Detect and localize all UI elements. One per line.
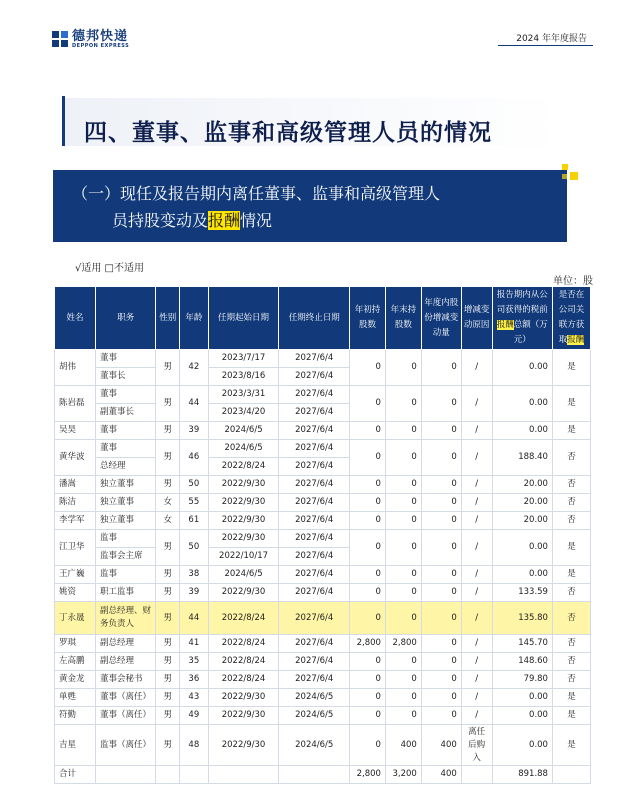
- cell-start-date: 2024/6/5: [208, 422, 279, 440]
- section-title-line1: （一）现任及报告期内离任董事、监事和高级管理人: [72, 184, 441, 203]
- decor-square-icon: [562, 174, 567, 179]
- cell-gender: 男: [156, 671, 180, 689]
- header-highlight: 报酬: [496, 320, 514, 330]
- cell-begin-shares: 0: [350, 530, 386, 566]
- table-row: [55, 512, 591, 530]
- cell-position: 总经理: [95, 458, 155, 476]
- cell-start-date: 2024/6/5: [208, 566, 279, 584]
- logo-en-text: DEPPON EXPRESS: [72, 42, 130, 49]
- col-header-position: 职务: [95, 287, 155, 350]
- cell-end-shares: 400: [385, 725, 421, 766]
- col-header-pay: [492, 287, 552, 350]
- cell-begin-shares: 0: [350, 512, 386, 530]
- cell-position: 董事会秘书: [95, 671, 155, 689]
- cell-change: 0: [421, 653, 461, 671]
- header-text: 报告期内从公司获得的税前: [496, 290, 548, 315]
- cell-gender: 男: [156, 653, 180, 671]
- cell-pay: 133.59: [492, 584, 552, 602]
- cell-begin-shares: 0: [350, 671, 386, 689]
- cell-age: 44: [180, 386, 209, 422]
- cell-name: 潘嵩: [55, 476, 96, 494]
- cell-change: 400: [421, 725, 461, 766]
- cell-end-date: 2027/6/4: [279, 602, 350, 635]
- cell-position: 董事: [95, 386, 155, 404]
- cell-change: 0: [421, 707, 461, 725]
- cell-name: 陈洁: [55, 494, 96, 512]
- cell-start-date: 2023/8/16: [208, 368, 279, 386]
- cell-age: 50: [180, 476, 209, 494]
- cell-gender: 男: [156, 635, 180, 653]
- cell-begin-shares: 0: [350, 707, 386, 725]
- cell-name: 吉星: [55, 725, 96, 766]
- section-title-part: 员持股变动及: [112, 211, 209, 230]
- cell-empty: [552, 766, 590, 784]
- col-header-change: 年度内股份增减变动量: [421, 287, 461, 350]
- cell-begin-shares: 0: [350, 602, 386, 635]
- cell-begin-shares: 0: [350, 476, 386, 494]
- cell-end-shares: 0: [385, 530, 421, 566]
- cell-age: 46: [180, 440, 209, 476]
- cell-end-date: 2027/6/4: [279, 584, 350, 602]
- cell-end-date: 2027/6/4: [279, 368, 350, 386]
- cell-gender: 男: [156, 386, 180, 422]
- section-title-highlight: 报酬: [208, 211, 241, 230]
- cell-total-label: 合计: [55, 766, 96, 784]
- cell-end-date: 2027/6/4: [279, 635, 350, 653]
- cell-position: 副总经理: [95, 653, 155, 671]
- cell-name: 李学军: [55, 512, 96, 530]
- cell-end-date: 2027/6/4: [279, 476, 350, 494]
- cell-change: 0: [421, 350, 461, 386]
- cell-pay: 0.00: [492, 350, 552, 386]
- cell-end-shares: 0: [385, 494, 421, 512]
- company-logo: [52, 28, 129, 50]
- cell-reason: /: [461, 440, 492, 476]
- cell-end-date: 2027/6/4: [279, 422, 350, 440]
- cell-related: 是: [552, 386, 590, 422]
- cell-start-date: 2022/9/30: [208, 494, 279, 512]
- cell-age: 38: [180, 566, 209, 584]
- cell-start-date: 2023/4/20: [208, 404, 279, 422]
- cell-end-shares: 0: [385, 584, 421, 602]
- cell-end-shares: 0: [385, 512, 421, 530]
- cell-change: 0: [421, 386, 461, 422]
- cell-empty: [180, 766, 209, 784]
- cell-position: 职工监事: [95, 584, 155, 602]
- table-row: [55, 422, 591, 440]
- cell-begin-shares: 0: [350, 653, 386, 671]
- chapter-title: 四、董事、监事和高级管理人员的情况: [84, 120, 492, 146]
- cell-gender: 男: [156, 602, 180, 635]
- cell-end-date: 2027/6/4: [279, 566, 350, 584]
- chapter-accent-bar: [62, 96, 65, 146]
- cell-related: 否: [552, 584, 590, 602]
- cell-related: 否: [552, 653, 590, 671]
- cell-gender: 男: [156, 689, 180, 707]
- cell-age: 61: [180, 512, 209, 530]
- cell-start-date: 2022/9/30: [208, 512, 279, 530]
- cell-gender: 男: [156, 350, 180, 386]
- cell-position: 董事长: [95, 368, 155, 386]
- cell-change: 0: [421, 494, 461, 512]
- cell-end-shares: 0: [385, 602, 421, 635]
- cell-age: 41: [180, 635, 209, 653]
- cell-start-date: 2022/8/24: [208, 458, 279, 476]
- cell-change: 0: [421, 566, 461, 584]
- table-row: [55, 602, 591, 635]
- table-row: [55, 725, 591, 766]
- cell-related: 否: [552, 602, 590, 635]
- cell-pay: 0.00: [492, 530, 552, 566]
- cell-reason: /: [461, 671, 492, 689]
- cell-change: 0: [421, 602, 461, 635]
- cell-position: 董事: [95, 440, 155, 458]
- cell-start-date: 2024/6/5: [208, 440, 279, 458]
- cell-empty: [208, 766, 279, 784]
- table-row: [55, 566, 591, 584]
- cell-change: 0: [421, 440, 461, 476]
- cell-position: 监事: [95, 530, 155, 548]
- cell-name: 左高鹏: [55, 653, 96, 671]
- cell-end-shares: 0: [385, 653, 421, 671]
- cell-end-date: 2027/6/4: [279, 671, 350, 689]
- cell-name: 丁永晟: [55, 602, 96, 635]
- cell-start-date: 2022/9/30: [208, 476, 279, 494]
- cell-pay: 20.00: [492, 494, 552, 512]
- cell-gender: 男: [156, 707, 180, 725]
- cell-pay: 135.80: [492, 602, 552, 635]
- cell-end-shares: 0: [385, 671, 421, 689]
- col-header-related: [552, 287, 590, 350]
- cell-start-date: 2022/9/30: [208, 707, 279, 725]
- cell-end-date: 2027/6/4: [279, 404, 350, 422]
- cell-change: 0: [421, 584, 461, 602]
- cell-position: 副总经理、财务负责人: [95, 602, 155, 635]
- cell-change: 0: [421, 476, 461, 494]
- cell-change: 0: [421, 422, 461, 440]
- cell-begin-shares: 0: [350, 494, 386, 512]
- col-header-begin-shares: 年初持股数: [350, 287, 386, 350]
- cell-end-date: 2027/6/4: [279, 350, 350, 368]
- cell-position: 监事会主席: [95, 548, 155, 566]
- cell-end-shares: 0: [385, 707, 421, 725]
- cell-pay: 20.00: [492, 512, 552, 530]
- cell-name: 吴昊: [55, 422, 96, 440]
- cell-pay: 0.00: [492, 422, 552, 440]
- cell-age: 48: [180, 725, 209, 766]
- unit-label: 单位：股: [553, 276, 593, 287]
- cell-total-begin: 2,800: [350, 766, 386, 784]
- cell-change: 0: [421, 635, 461, 653]
- directors-shareholding-table: [54, 286, 591, 784]
- cell-related: 是: [552, 566, 590, 584]
- cell-change: 0: [421, 512, 461, 530]
- header-divider: [498, 45, 593, 46]
- cell-total-end: 3,200: [385, 766, 421, 784]
- cell-related: 是: [552, 689, 590, 707]
- cell-pay: 0.00: [492, 707, 552, 725]
- cell-pay: 20.00: [492, 476, 552, 494]
- cell-gender: 男: [156, 566, 180, 584]
- col-header-end-shares: 年末持股数: [385, 287, 421, 350]
- table-row: [55, 530, 591, 548]
- cell-total-pay: 891.88: [492, 766, 552, 784]
- cell-reason: /: [461, 476, 492, 494]
- cell-end-date: 2027/6/4: [279, 530, 350, 548]
- cell-pay: 0.00: [492, 566, 552, 584]
- cell-gender: 男: [156, 440, 180, 476]
- cell-related: 否: [552, 440, 590, 476]
- cell-start-date: 2022/8/24: [208, 602, 279, 635]
- cell-name: 单甦: [55, 689, 96, 707]
- cell-begin-shares: 0: [350, 689, 386, 707]
- cell-reason: /: [461, 494, 492, 512]
- cell-name: 王广巍: [55, 566, 96, 584]
- cell-related: 否: [552, 494, 590, 512]
- cell-reason: 离任后购入: [461, 725, 492, 766]
- cell-reason: /: [461, 707, 492, 725]
- cell-change: 0: [421, 530, 461, 566]
- cell-position: 副总经理: [95, 635, 155, 653]
- cell-name: 姚资: [55, 584, 96, 602]
- cell-age: 39: [180, 584, 209, 602]
- applicability-note: √适用 □不适用: [75, 263, 144, 274]
- col-header-age: 年龄: [180, 287, 209, 350]
- decor-square-icon: [562, 164, 568, 170]
- cell-begin-shares: 0: [350, 350, 386, 386]
- cell-name: 陈岩磊: [55, 386, 96, 422]
- cell-position: 独立董事: [95, 512, 155, 530]
- cell-start-date: 2022/9/30: [208, 584, 279, 602]
- cell-related: 否: [552, 512, 590, 530]
- cell-age: 39: [180, 422, 209, 440]
- cell-begin-shares: 0: [350, 566, 386, 584]
- header-highlight: 报酬: [567, 335, 585, 345]
- cell-position: 监事: [95, 566, 155, 584]
- cell-reason: /: [461, 512, 492, 530]
- cell-reason: /: [461, 635, 492, 653]
- header-text: 总额（万元）: [513, 320, 548, 345]
- table-row: [55, 707, 591, 725]
- cell-position: 董事（离任）: [95, 689, 155, 707]
- table-row: [55, 689, 591, 707]
- cell-name: 江卫华: [55, 530, 96, 566]
- cell-gender: 男: [156, 476, 180, 494]
- table-total-row: [55, 766, 591, 784]
- cell-end-shares: 0: [385, 440, 421, 476]
- cell-gender: 男: [156, 725, 180, 766]
- cell-position: 独立董事: [95, 494, 155, 512]
- cell-gender: 男: [156, 530, 180, 566]
- cell-reason: /: [461, 653, 492, 671]
- cell-pay: 148.60: [492, 653, 552, 671]
- section-title-line2: [72, 207, 542, 234]
- cell-reason: /: [461, 422, 492, 440]
- cell-reason: /: [461, 386, 492, 422]
- cell-gender: 男: [156, 584, 180, 602]
- cell-gender: 女: [156, 494, 180, 512]
- cell-age: 35: [180, 653, 209, 671]
- table-row: [55, 635, 591, 653]
- table-row: [55, 476, 591, 494]
- cell-start-date: 2022/8/24: [208, 635, 279, 653]
- decor-square-icon: [570, 172, 578, 180]
- cell-position: 独立董事: [95, 476, 155, 494]
- cell-end-shares: 0: [385, 689, 421, 707]
- col-header-end: 任期终止日期: [279, 287, 350, 350]
- cell-reason: /: [461, 602, 492, 635]
- cell-begin-shares: 2,800: [350, 635, 386, 653]
- cell-start-date: 2022/8/24: [208, 653, 279, 671]
- cell-pay: 188.40: [492, 440, 552, 476]
- cell-related: 否: [552, 635, 590, 653]
- cell-related: 是: [552, 707, 590, 725]
- cell-age: 50: [180, 530, 209, 566]
- cell-end-shares: 0: [385, 350, 421, 386]
- section-title: [72, 180, 542, 234]
- cell-end-date: 2027/6/4: [279, 386, 350, 404]
- cell-start-date: 2022/8/24: [208, 671, 279, 689]
- cell-end-date: 2024/6/5: [279, 689, 350, 707]
- cell-name: 黄华波: [55, 440, 96, 476]
- cell-related: 是: [552, 422, 590, 440]
- cell-begin-shares: 0: [350, 422, 386, 440]
- cell-related: 否: [552, 671, 590, 689]
- logo-mark-icon: [52, 31, 68, 47]
- cell-pay: 0.00: [492, 725, 552, 766]
- cell-related: 是: [552, 350, 590, 386]
- cell-change: 0: [421, 689, 461, 707]
- cell-start-date: 2022/10/17: [208, 548, 279, 566]
- cell-name: 罗琪: [55, 635, 96, 653]
- cell-start-date: 2023/3/31: [208, 386, 279, 404]
- table-row: [55, 653, 591, 671]
- cell-empty: [95, 766, 155, 784]
- cell-gender: 女: [156, 512, 180, 530]
- cell-begin-shares: 0: [350, 386, 386, 422]
- cell-age: 42: [180, 350, 209, 386]
- cell-age: 44: [180, 602, 209, 635]
- col-header-gender: 性别: [156, 287, 180, 350]
- cell-empty: [156, 766, 180, 784]
- cell-related: 否: [552, 476, 590, 494]
- cell-end-date: 2027/6/4: [279, 653, 350, 671]
- cell-end-shares: 2,800: [385, 635, 421, 653]
- table-row: [55, 386, 591, 404]
- cell-reason: /: [461, 566, 492, 584]
- cell-start-date: 2022/9/30: [208, 725, 279, 766]
- table-row: [55, 494, 591, 512]
- cell-end-shares: 0: [385, 476, 421, 494]
- cell-age: 36: [180, 671, 209, 689]
- col-header-name: 姓名: [55, 287, 96, 350]
- header-text: 是否在公司关联方获取: [558, 290, 585, 345]
- cell-position: 监事（离任）: [95, 725, 155, 766]
- cell-end-date: 2024/6/5: [279, 725, 350, 766]
- cell-reason: /: [461, 530, 492, 566]
- cell-position: 董事: [95, 350, 155, 368]
- table-row: [55, 671, 591, 689]
- cell-start-date: 2022/9/30: [208, 530, 279, 548]
- cell-pay: 0.00: [492, 689, 552, 707]
- cell-position: 董事: [95, 422, 155, 440]
- cell-name: 黄金龙: [55, 671, 96, 689]
- table-row: [55, 584, 591, 602]
- cell-age: 43: [180, 689, 209, 707]
- col-header-reason: 增减变动原因: [461, 287, 492, 350]
- section-title-part: 情况: [240, 211, 273, 230]
- cell-age: 55: [180, 494, 209, 512]
- cell-change: 0: [421, 671, 461, 689]
- cell-empty: [461, 766, 492, 784]
- table-row: [55, 350, 591, 368]
- cell-start-date: 2022/9/30: [208, 689, 279, 707]
- table-header-row: [55, 287, 591, 350]
- cell-end-date: 2024/6/5: [279, 707, 350, 725]
- cell-related: 是: [552, 725, 590, 766]
- report-year: 2024 年年度报告: [516, 34, 587, 44]
- table-row: [55, 440, 591, 458]
- cell-name: 胡伟: [55, 350, 96, 386]
- cell-end-shares: 0: [385, 566, 421, 584]
- cell-reason: /: [461, 350, 492, 386]
- cell-gender: 男: [156, 422, 180, 440]
- logo-cn-text: 德邦快递: [72, 28, 129, 44]
- cell-begin-shares: 0: [350, 584, 386, 602]
- cell-begin-shares: 0: [350, 725, 386, 766]
- cell-reason: /: [461, 584, 492, 602]
- cell-end-date: 2027/6/4: [279, 458, 350, 476]
- cell-name: 符勤: [55, 707, 96, 725]
- cell-end-shares: 0: [385, 422, 421, 440]
- cell-end-date: 2027/6/4: [279, 440, 350, 458]
- cell-start-date: 2023/7/17: [208, 350, 279, 368]
- cell-empty: [279, 766, 350, 784]
- cell-age: 49: [180, 707, 209, 725]
- col-header-start: 任期起始日期: [208, 287, 279, 350]
- cell-pay: 145.70: [492, 635, 552, 653]
- cell-pay: 79.80: [492, 671, 552, 689]
- cell-related: 是: [552, 530, 590, 566]
- cell-end-date: 2027/6/4: [279, 548, 350, 566]
- cell-total-change: 400: [421, 766, 461, 784]
- cell-reason: /: [461, 689, 492, 707]
- cell-end-shares: 0: [385, 386, 421, 422]
- cell-end-date: 2027/6/4: [279, 512, 350, 530]
- cell-end-date: 2027/6/4: [279, 494, 350, 512]
- cell-position: 董事（离任）: [95, 707, 155, 725]
- cell-pay: 0.00: [492, 386, 552, 422]
- cell-begin-shares: 0: [350, 440, 386, 476]
- cell-position: 副董事长: [95, 404, 155, 422]
